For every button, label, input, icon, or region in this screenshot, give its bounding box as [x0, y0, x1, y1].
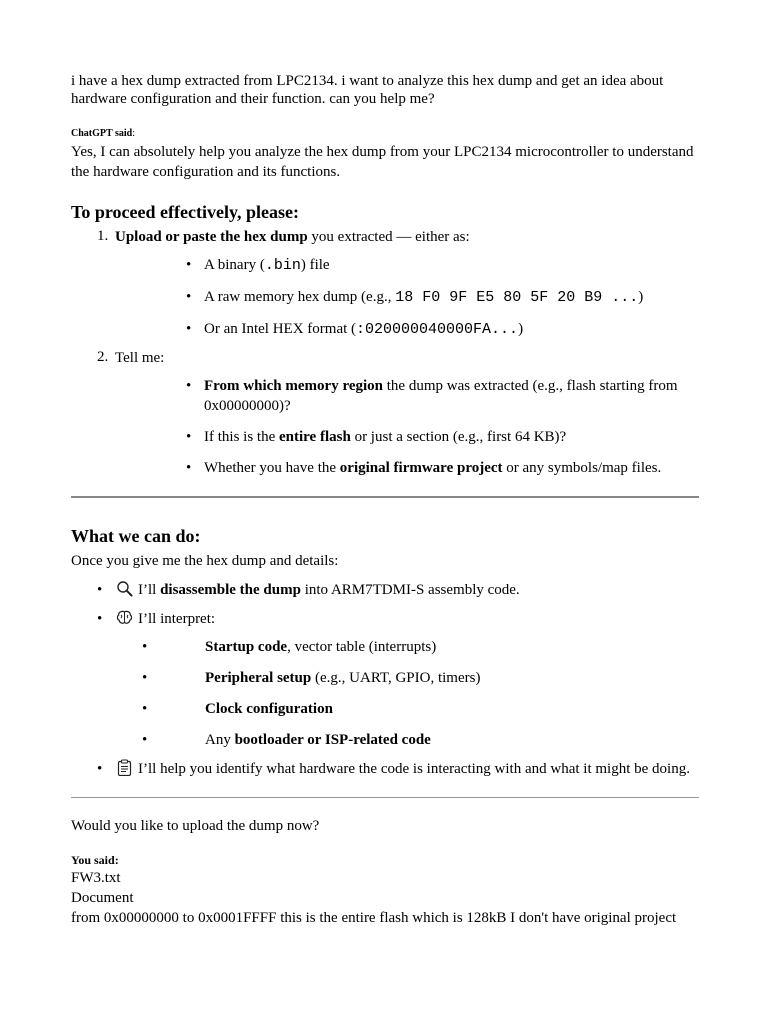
followup-question: Would you like to upload the dump now? — [71, 818, 320, 834]
format-options-list — [115, 255, 699, 340]
list-item: • From which memory region the dump was extracted (e.g., flash starting from 0x00000000)? — [186, 378, 678, 414]
list-item: • Whether you have the original firmware project or any symbols/map files. — [186, 460, 662, 476]
list-item: • If this is the entire flash or just a section (e.g., first 64 KB)? — [186, 429, 567, 445]
assistant-intro: Yes, I can absolutely help you analyze the hex dump from your LPC2134 microcontroller to understand the hardware configuration and its functions. — [71, 144, 694, 180]
details-list — [115, 376, 699, 478]
list-item: • Clock configuration — [142, 701, 333, 717]
list-item-disassemble: • I’ll disassemble the dump into ARM7TDMI-S assembly code. — [97, 582, 520, 598]
user-label: You said: — [71, 853, 119, 867]
divider — [71, 496, 699, 498]
capabilities-list — [71, 580, 699, 779]
section-heading-proceed: To proceed effectively, please: — [71, 202, 299, 222]
attached-file-type: Document — [71, 890, 134, 906]
list-item: • Any bootloader or ISP-related code — [142, 732, 431, 748]
assistant-label: ChatGPT said: — [71, 128, 136, 139]
list-item-interpret: • I’ll interpret: • Startup code, vector table (interrupts) • Peripheral setup (e.g., UART, GPIO, timers) • Clock configuration • Any bootloader or ISP-related code — [71, 609, 699, 750]
list-item-upload: 1. Upload or paste the hex dump you extracted — either as: • A binary (.bin) file • A raw memory hex dump (e.g., 18 F0 9F E5 80 5F 20 B9 ...) • Or an Intel HEX format (:020000040000FA...) — [71, 228, 699, 340]
user-reply — [71, 868, 699, 928]
list-item: • Peripheral setup (e.g., UART, GPIO, timers) — [142, 670, 481, 686]
list-item: • Startup code, vector table (interrupts) — [142, 639, 437, 655]
divider — [71, 797, 699, 798]
user-reply-text: from 0x00000000 to 0x0001FFFF this is the entire flash which is 128kB I don't have original project — [71, 910, 677, 926]
section-intro: Once you give me the hex dump and details: — [71, 553, 339, 569]
section-heading-what-we-can-do: What we can do: — [71, 526, 201, 546]
list-item-identify-hardware: • I’ll help you identify what hardware the code is interacting with and what it might be doing. — [97, 761, 690, 777]
chat-transcript — [71, 72, 699, 928]
clipboard-icon — [116, 759, 133, 776]
brain-icon — [116, 609, 133, 626]
list-item: • Or an Intel HEX format (:020000040000FA...) — [186, 321, 524, 338]
magnifier-icon — [116, 580, 133, 597]
user-message: i have a hex dump extracted from LPC2134. i want to analyze this hex dump and get an idea about hardware configuration and their function. can you help me? — [71, 73, 664, 107]
list-item: • A binary (.bin) file — [186, 257, 330, 274]
numbered-list — [71, 228, 699, 478]
interpret-list — [116, 637, 699, 750]
list-item: • A raw memory hex dump (e.g., 18 F0 9F E5 80 5F 20 B9 ...) — [186, 289, 644, 306]
list-item-tell-me: 2. Tell me: • From which memory region the dump was extracted (e.g., flash starting from 0x00000000)? • If this is the entire flash or just a section (e.g., first 64 KB)? • Whether you have the original firmware project or any symbols/map files. — [71, 349, 699, 478]
attached-file-name[interactable]: FW3.txt — [71, 870, 121, 886]
